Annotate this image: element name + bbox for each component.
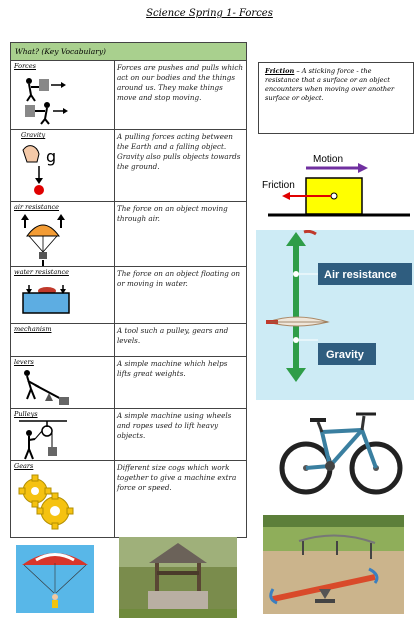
parachute-icon <box>17 212 69 266</box>
vocab-header: What? (Key Vocabulary) <box>11 43 246 61</box>
def-air-resistance: The force on an object moving through air. <box>117 204 228 223</box>
svg-text:g: g <box>46 147 57 166</box>
term-gravity: Gravity <box>21 131 46 139</box>
def-mechanism: A tool such a pulley, gears and levels. <box>117 326 229 345</box>
friction-arrowhead <box>282 192 290 200</box>
friction-label: Friction <box>262 180 295 191</box>
def-gears: Different size cogs which work together to give a machine extra force or speed. <box>117 463 237 492</box>
motion-label: Motion <box>313 154 344 165</box>
friction-definition-box <box>258 62 414 134</box>
air-diagram-bg <box>256 230 414 400</box>
friction-text: – A sticking force - the resistance that a surface or an object encounters when moving over another surface or object. <box>265 67 395 102</box>
bicycle-photo <box>278 404 403 500</box>
page-title: Science Spring 1- Forces <box>146 8 273 19</box>
term-mechanism: mechanism <box>14 325 52 333</box>
parachute-photo <box>16 545 94 613</box>
vocab-row-mechanism <box>11 323 246 356</box>
push-pull-icon <box>17 73 69 125</box>
vocab-row-gears <box>11 460 246 537</box>
term-gears: Gears <box>14 462 34 470</box>
block-center-dot <box>331 193 337 199</box>
water-resistance-icon <box>19 279 75 319</box>
motion-arrowhead <box>358 163 368 173</box>
pulley-icon <box>17 419 71 461</box>
gears-icon <box>17 473 77 533</box>
vocab-row-water-resistance <box>11 266 246 323</box>
air-resistance-label: Air resistance <box>324 269 397 281</box>
air-resistance-diagram <box>256 230 414 400</box>
friction-diagram <box>258 148 414 220</box>
friction-keyword: Friction <box>265 67 295 75</box>
vocab-row-gravity <box>11 129 246 201</box>
def-levers: A simple machine which helps lifts great weights. <box>117 359 228 378</box>
vocab-table <box>10 42 247 538</box>
gravity-label: Gravity <box>326 349 364 361</box>
vocab-row-air-resistance <box>11 201 246 266</box>
term-forces: Forces <box>14 62 36 70</box>
vocab-row-levers <box>11 356 246 408</box>
seesaw-photo <box>263 515 404 614</box>
term-levers: levers <box>14 358 34 366</box>
def-forces: Forces are pushes and pulls which act on our bodies and the things around us. They make things move and stop moving. <box>117 63 243 102</box>
lever-icon <box>15 367 73 407</box>
term-water-resistance: water resistance <box>14 268 69 276</box>
term-pulleys: Pulleys <box>14 410 38 418</box>
def-gravity: A pulling forces acting between the Earth and a falling object. Gravity also pulls objects towards the ground. <box>117 132 241 171</box>
well-photo <box>119 537 237 618</box>
def-pulleys: A simple machine using wheels and ropes used to lift heavy objects. <box>117 411 232 440</box>
def-water-resistance: The force on an object floating on or moving in water. <box>117 269 241 288</box>
term-air-resistance: air resistance <box>14 203 59 211</box>
gravity-icon <box>19 140 69 196</box>
vocab-row-forces <box>11 60 246 129</box>
vocab-row-pulleys <box>11 408 246 460</box>
